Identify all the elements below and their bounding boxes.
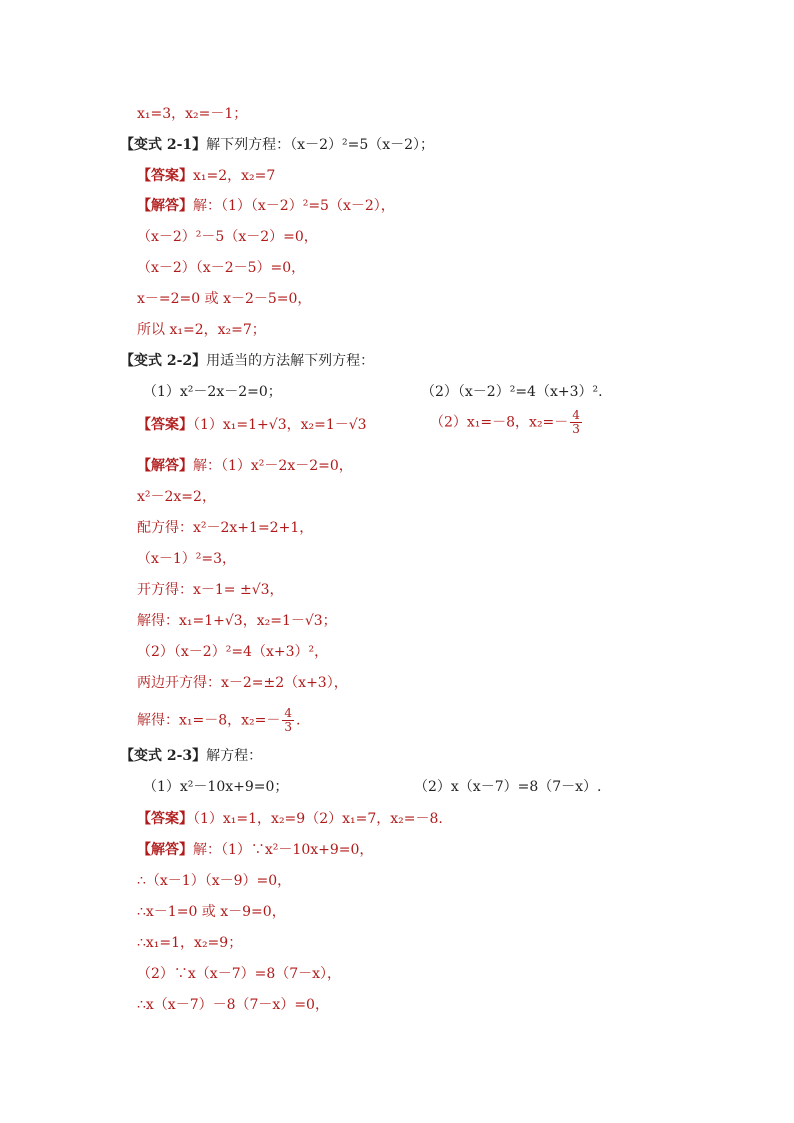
answer-part-1: （1）x₁=1+√3，x₂=1－√3: [193, 417, 367, 433]
variant-2-3-solution-5: （2）∵x（x－7）=8（7－x），: [137, 966, 342, 982]
variant-2-3-answer: [137, 809, 443, 829]
answer-tag: 【答案】: [137, 168, 193, 184]
solution-text: 解：（1）∵x²－10x+9=0，: [193, 842, 374, 858]
answer-tag: 【答案】: [137, 417, 193, 433]
variant-2-2-solution-4: （x－1）²=3，: [137, 551, 237, 567]
variant-2-2-q1: （1）x²－2x－2=0；: [143, 384, 282, 400]
variant-2-3-q2: （2）x（x－7）=8（7－x）.: [414, 779, 602, 795]
variant-2-2-heading: [120, 351, 374, 371]
solution-text: 解：（1）（x－2）²=5（x－2），: [193, 198, 395, 214]
variant-2-3-label: 【变式 2-3】: [120, 748, 207, 764]
answer-text: x₁=2，x₂=7: [193, 168, 276, 184]
variant-2-2-solution-3: 配方得：x²－2x+1=2+1，: [137, 520, 314, 536]
variant-2-3-question: 解方程：: [206, 748, 263, 764]
variant-2-1-solution-4: x－=2=0 或 x－2－5=0，: [137, 291, 312, 307]
variant-2-3-heading: [120, 746, 262, 766]
variant-2-1-answer: [137, 166, 275, 186]
variant-2-2-solution-6: 解得：x₁=1+√3，x₂=1－√3；: [137, 613, 337, 629]
answer-text: （1）x₁=1，x₂=9（2）x₁=7，x₂=－8.: [193, 811, 443, 827]
variant-2-1-heading: [120, 135, 434, 155]
variant-2-2-solution-8: 两边开方得：x－2=±2（x+3），: [137, 675, 348, 691]
solution-tag: 【解答】: [137, 198, 193, 214]
solution-9-text: 解得：x₁=－8，x₂=－: [137, 712, 281, 729]
variant-2-1-solution-1: [137, 196, 395, 216]
variant-2-3-solution-3: ∴x－1=0 或 x－9=0，: [137, 904, 286, 920]
variant-2-1-solution-2: （x－2）²－5（x－2）=0，: [137, 229, 318, 245]
fraction-numerator: 4: [572, 408, 580, 422]
variant-2-2-solution-9: [137, 707, 300, 734]
fraction: [282, 707, 294, 734]
variant-2-1-label: 【变式 2-1】: [120, 137, 207, 153]
variant-2-3-solution-6: ∴x（x－7）－8（7－x）=0，: [137, 997, 329, 1013]
fraction-denominator: 3: [284, 720, 293, 734]
solution-tag: 【解答】: [137, 458, 193, 474]
variant-2-3-q1: （1）x²－10x+9=0；: [143, 779, 289, 795]
variant-2-2-answer-part-2: [430, 409, 584, 436]
variant-2-2-question: 用适当的方法解下列方程：: [206, 353, 375, 369]
fraction: [570, 409, 582, 436]
variant-2-2-solution-7: （2）（x－2）²=4（x+3）²，: [137, 644, 329, 660]
variant-2-2-solution-2: x²－2x=2，: [137, 489, 216, 505]
variant-2-2-solution-1: [137, 456, 353, 476]
variant-2-2-label: 【变式 2-2】: [120, 353, 207, 369]
variant-2-3-solution-4: ∴x₁=1，x₂=9；: [137, 935, 243, 951]
variant-2-2-solution-5: 开方得：x－1= ±√3，: [137, 582, 284, 598]
solution-text: 解：（1）x²－2x－2=0，: [193, 458, 353, 474]
variant-2-2-answer: [137, 415, 367, 435]
variant-2-1-question: 解下列方程：（x－2）²=5（x－2）；: [206, 137, 435, 153]
solution-9-end: .: [296, 712, 301, 729]
variant-2-3-solution-2: ∴（x－1）（x－9）=0，: [137, 873, 292, 889]
fraction-denominator: 3: [572, 422, 580, 436]
solution-tag: 【解答】: [137, 842, 193, 858]
answer-part-2-text: （2）x₁=－8，x₂=－: [430, 414, 569, 431]
variant-2-3-solution-1: [137, 840, 373, 860]
variant-2-1-solution-3: （x－2）（x－2－5）=0，: [137, 260, 306, 276]
prev-solution-line: x₁=3，x₂=－1；: [137, 106, 248, 122]
variant-2-1-solution-5: 所以 x₁=2，x₂=7；: [137, 322, 266, 338]
variant-2-2-q2: （2）（x－2）²=4（x+3）².: [421, 384, 603, 400]
fraction-numerator: 4: [284, 706, 293, 720]
answer-tag: 【答案】: [137, 811, 193, 827]
